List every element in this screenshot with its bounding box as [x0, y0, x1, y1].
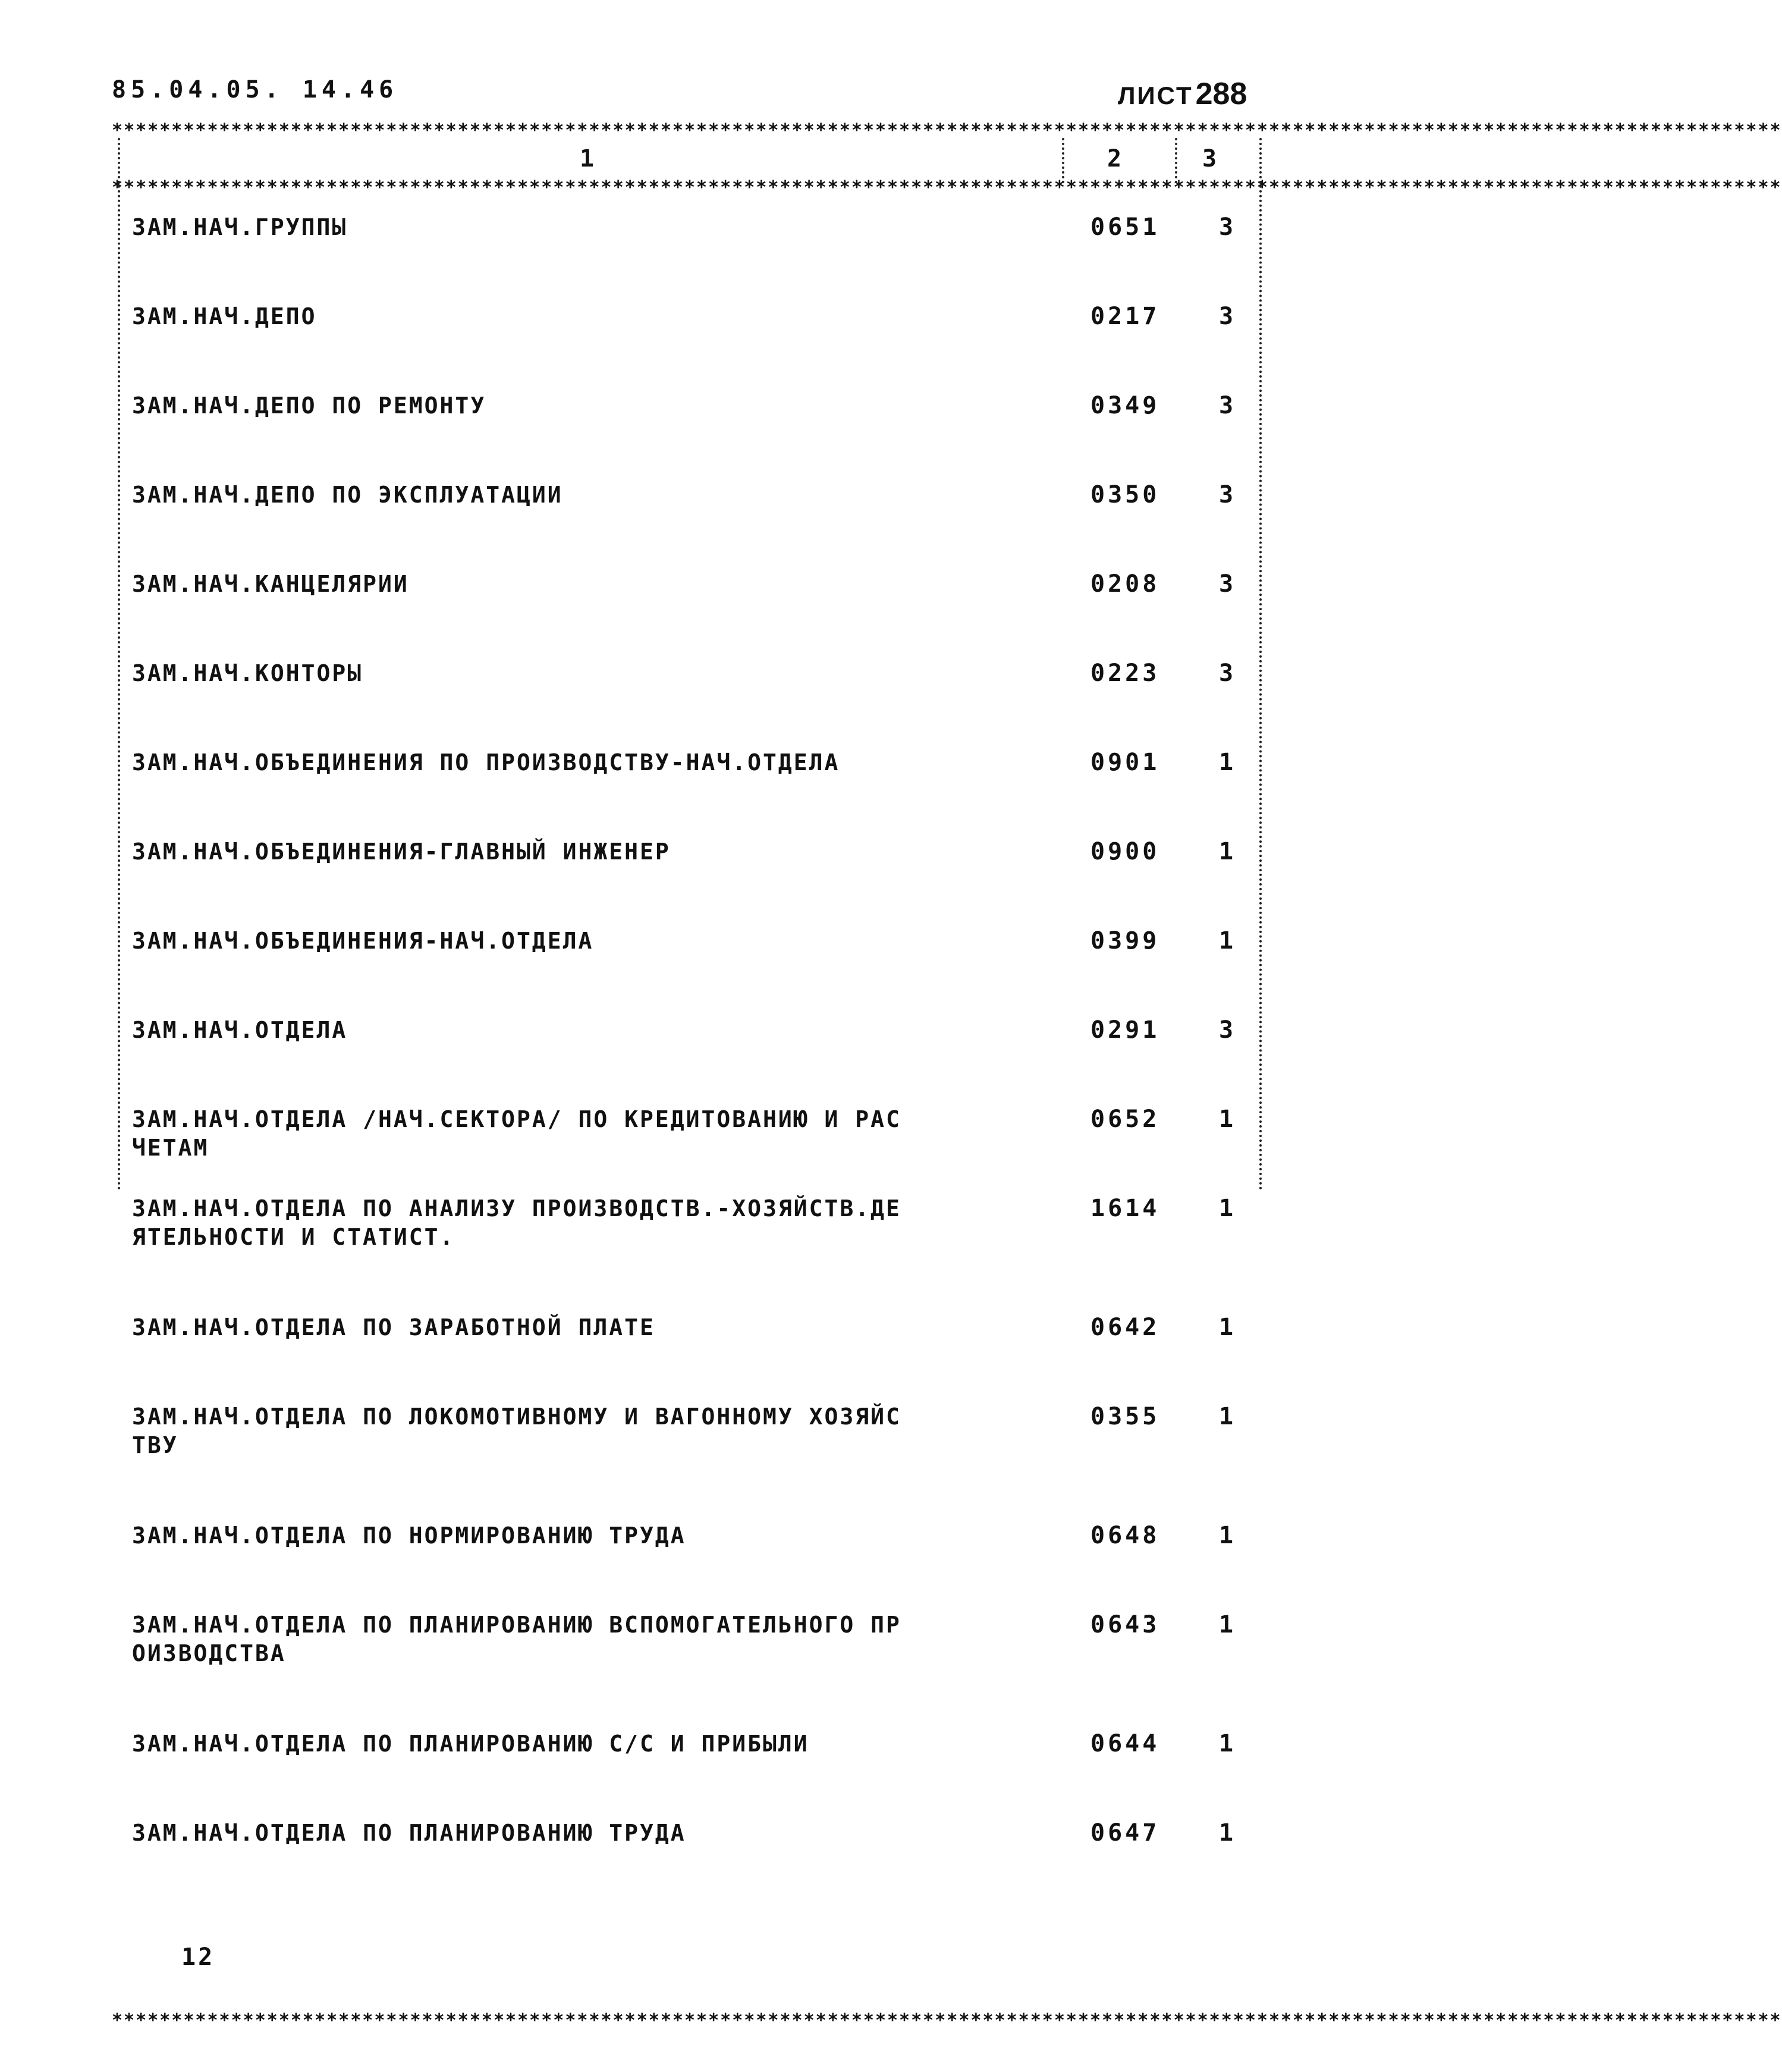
header-star-rule: ******************************************************************************************************************************************** [112, 177, 1782, 198]
position-code: 0291 [1090, 1016, 1160, 1044]
bottom-star-rule: ******************************************************************************************************************************************** [112, 2010, 1782, 2031]
column-header-1: 1 [580, 145, 595, 172]
position-code: 0647 [1090, 1819, 1160, 1847]
position-title: ЗАМ.НАЧ.ДЕПО [132, 303, 317, 329]
sheet-label: ЛИСТ [1118, 81, 1193, 109]
position-category: 3 [1219, 1016, 1234, 1044]
position-code: 0355 [1090, 1403, 1160, 1430]
position-title: ЗАМ.НАЧ.ОТДЕЛА ПО ЗАРАБОТНОЙ ПЛАТЕ [132, 1314, 655, 1340]
position-category: 1 [1219, 749, 1234, 776]
position-code: 0648 [1090, 1522, 1160, 1549]
position-category: 1 [1219, 1314, 1234, 1341]
sheet-number [1118, 76, 1247, 112]
position-title: ЗАМ.НАЧ.ОТДЕЛА ПО АНАЛИЗУ ПРОИЗВОДСТВ.-ХОЗЯЙСТВ.ДЕ ЯТЕЛЬНОСТИ И СТАТИСТ. [132, 1195, 901, 1250]
position-title: ЗАМ.НАЧ.ДЕПО ПО ЭКСПЛУАТАЦИИ [132, 482, 563, 508]
col-divider-1 [1062, 138, 1064, 183]
position-category: 3 [1219, 660, 1234, 687]
page-footer-number: 12 [181, 1944, 215, 1971]
position-code: 0901 [1090, 749, 1160, 776]
position-category: 3 [1219, 570, 1234, 598]
position-category: 3 [1219, 214, 1234, 241]
position-title: ЗАМ.НАЧ.ОТДЕЛА ПО ПЛАНИРОВАНИЮ ВСПОМОГАТЕЛЬНОГО ПР ОИЗВОДСТВА [132, 1612, 901, 1666]
position-category: 1 [1219, 1106, 1234, 1133]
position-code: 0208 [1090, 570, 1160, 598]
position-title: ЗАМ.НАЧ.ДЕПО ПО РЕМОНТУ [132, 393, 486, 419]
position-code: 0399 [1090, 927, 1160, 955]
position-code: 0651 [1090, 214, 1160, 241]
position-title: ЗАМ.НАЧ.КОНТОРЫ [132, 660, 363, 686]
col-divider-2 [1175, 138, 1177, 183]
position-code: 0217 [1090, 303, 1160, 330]
position-code: 0900 [1090, 838, 1160, 865]
column-header-3: 3 [1202, 145, 1217, 172]
position-title: ЗАМ.НАЧ.ОТДЕЛА ПО ЛОКОМОТИВНОМУ И ВАГОННОМУ ХОЗЯЙС ТВУ [132, 1404, 901, 1458]
position-code: 0350 [1090, 481, 1160, 508]
position-category: 3 [1219, 481, 1234, 508]
position-code: 0349 [1090, 392, 1160, 419]
position-category: 1 [1219, 1611, 1234, 1638]
position-title: ЗАМ.НАЧ.ОТДЕЛА ПО ПЛАНИРОВАНИЮ ТРУДА [132, 1820, 686, 1846]
column-header-2: 2 [1107, 145, 1122, 172]
position-code: 0644 [1090, 1730, 1160, 1757]
position-title: ЗАМ.НАЧ.ОТДЕЛА [132, 1017, 348, 1043]
print-datetime: 85.04.05. 14.46 [112, 76, 398, 103]
position-title: ЗАМ.НАЧ.КАНЦЕЛЯРИИ [132, 571, 409, 597]
position-title: ЗАМ.НАЧ.ОТДЕЛА ПО НОРМИРОВАНИЮ ТРУДА [132, 1522, 686, 1549]
position-category: 1 [1219, 1819, 1234, 1847]
position-category: 1 [1219, 1195, 1234, 1222]
position-category: 3 [1219, 392, 1234, 419]
position-code: 1614 [1090, 1195, 1160, 1222]
position-category: 1 [1219, 927, 1234, 955]
position-code: 0643 [1090, 1611, 1160, 1638]
position-category: 1 [1219, 838, 1234, 865]
right-border [1259, 138, 1262, 1191]
position-category: 1 [1219, 1403, 1234, 1430]
position-code: 0223 [1090, 660, 1160, 687]
position-title: ЗАМ.НАЧ.ОБЪЕДИНЕНИЯ ПО ПРОИЗВОДСТВУ-НАЧ.ОТДЕЛА [132, 749, 840, 776]
position-title: ЗАМ.НАЧ.ГРУППЫ [132, 214, 348, 240]
position-title: ЗАМ.НАЧ.ОТДЕЛА /НАЧ.СЕКТОРА/ ПО КРЕДИТОВАНИЮ И РАС ЧЕТАМ [132, 1106, 901, 1161]
position-title: ЗАМ.НАЧ.ОБЪЕДИНЕНИЯ-ГЛАВНЫЙ ИНЖЕНЕР [132, 839, 671, 865]
position-category: 1 [1219, 1730, 1234, 1757]
left-border [118, 138, 120, 1191]
position-code: 0642 [1090, 1314, 1160, 1341]
position-title: ЗАМ.НАЧ.ОТДЕЛА ПО ПЛАНИРОВАНИЮ С/С И ПРИБЫЛИ [132, 1731, 809, 1757]
sheet-number-value: 288 [1195, 77, 1247, 111]
position-title: ЗАМ.НАЧ.ОБЪЕДИНЕНИЯ-НАЧ.ОТДЕЛА [132, 928, 594, 954]
top-star-rule: ******************************************************************************************************************************************** [112, 120, 1782, 141]
position-category: 3 [1219, 303, 1234, 330]
position-code: 0652 [1090, 1106, 1160, 1133]
position-category: 1 [1219, 1522, 1234, 1549]
